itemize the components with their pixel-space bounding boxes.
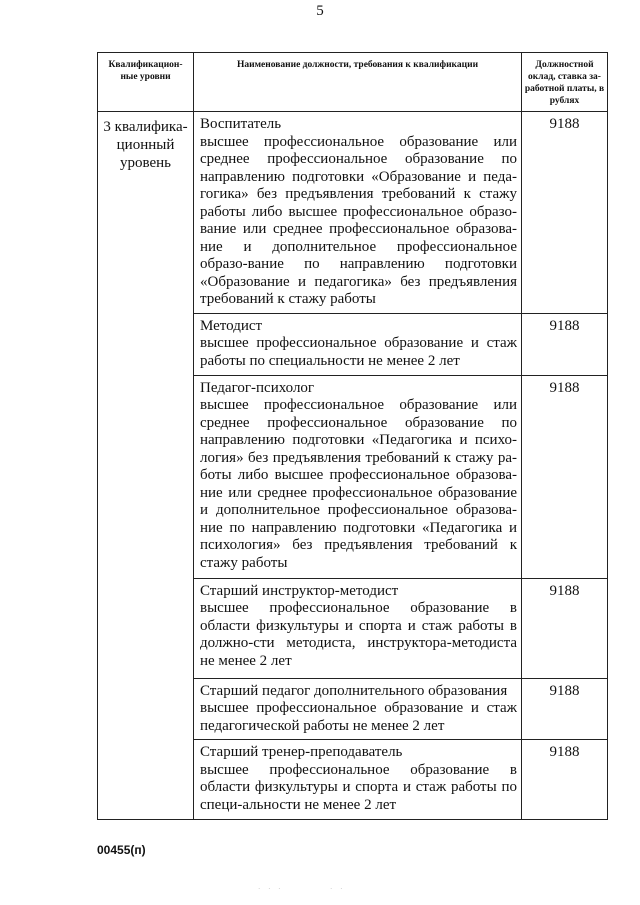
salary-cell: 9188 [522,112,608,314]
header-salary: Должностной оклад, ставка за-работной платы, в рублях [522,53,608,112]
position-cell [194,112,522,314]
salary-cell: 9188 [522,375,608,578]
position-title: Методист [200,317,263,334]
position-requirements: высшее профессиональное образование или среднее профессиональное образование по направлению подготовки «Педагогика и психо-логия» без предъявления требований к стажу ра-боты либо высшее профессиональное образова-ние или среднее профессиональное образование и дополнительное профессиональное образова-ние по направлению подготовки «Педагогика и психология» без предъявления требований к стажу работы [200,397,517,571]
position-cell [194,375,522,578]
position-cell [194,740,522,820]
position-cell [194,578,522,678]
position-title: Воспитатель [200,116,282,132]
page-number: 5 [316,3,324,19]
position-requirements: высшее профессиональное образование и стаж педагогической работы не менее 2 лет [200,700,517,734]
position-requirements: высшее профессиональное образование или среднее профессиональное образование по направлению подготовки «Образование и педа-гогика» без предъявления требований к стажу работы либо высшее профессиональное образо-вание или среднее профессиональное образова-ние и дополнительное профессиональное образо-вание по направлению подготовки «Образование и педагогика» без предъявления требований к стажу работы [200,133,517,307]
position-title: Старший инструктор-методист [200,582,399,599]
salary-cell: 9188 [522,678,608,740]
header-level: Квалификацион-ные уровни [98,53,194,112]
position-cell [194,313,522,375]
document-code: 00455(п) [97,843,146,857]
position-title: Педагог-психолог [200,379,315,396]
salary-cell: 9188 [522,740,608,820]
table-row [98,112,608,314]
qualification-level-cell: 3 квалифика-ционный уровень [98,112,194,820]
scan-speck: · · [330,885,346,893]
salary-cell: 9188 [522,578,608,678]
salary-cell: 9188 [522,313,608,375]
position-requirements: высшее профессиональное образование и стаж работы по специальности не менее 2 лет [200,335,517,369]
position-requirements: высшее профессиональное образование в области физкультуры и спорта и стаж работы в должно-сти методиста, инструктора-методиста не менее 2 лет [200,600,517,669]
qualification-table [97,52,608,820]
position-cell [194,678,522,740]
scan-speck: · · · [258,885,284,893]
table-header-row [98,53,608,112]
position-title: Старший тренер-преподаватель [200,744,403,760]
header-position: Наименование должности, требования к квалификации [194,53,522,112]
position-title: Старший педагог дополнительного образования [200,682,508,699]
position-requirements: высшее профессиональное образование в области физкультуры и спорта и стаж работы по специ-альности не менее 2 лет [200,761,517,813]
